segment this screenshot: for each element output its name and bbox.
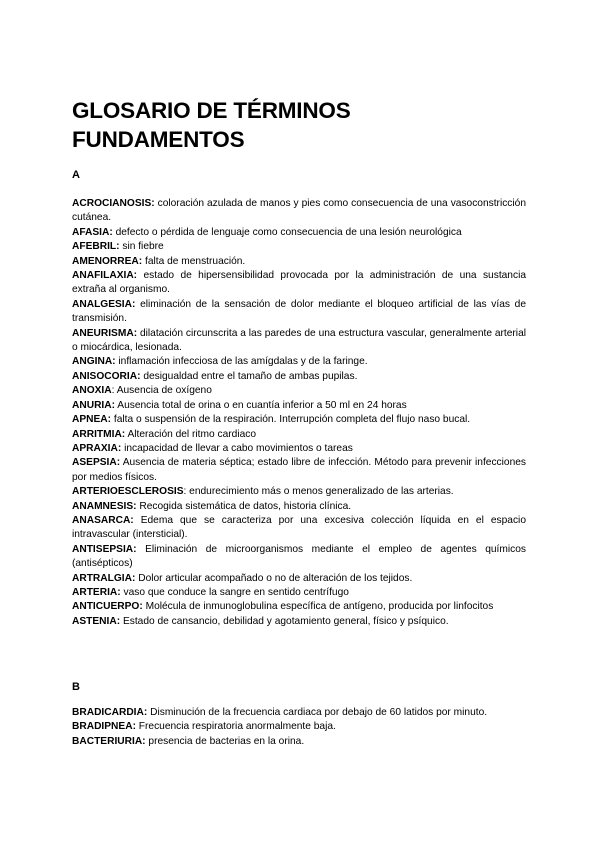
glossary-definition: : endurecimiento más o menos generalizado de las arterias. bbox=[183, 486, 454, 498]
glossary-definition: Estado de cansancio, debilidad y agotamiento general, físico y psíquico. bbox=[120, 615, 449, 627]
glossary-entry bbox=[72, 485, 526, 499]
glossary-definition: Recogida sistemática de datos, historia clínica. bbox=[136, 500, 352, 512]
glossary-term: ANTISEPSIA: bbox=[72, 543, 137, 555]
glossary-definition: : Ausencia de oxígeno bbox=[111, 385, 212, 397]
glossary-term: AMENORREA: bbox=[72, 255, 143, 267]
glossary-term: ANASARCA: bbox=[72, 514, 134, 526]
glossary-term: ANISOCORIA: bbox=[72, 370, 141, 382]
glossary-term: ARTRALGIA: bbox=[72, 572, 136, 584]
glossary-entry bbox=[72, 399, 526, 413]
glossary-term: ANGINA: bbox=[72, 356, 116, 368]
glossary-term: BRADIPNEA: bbox=[72, 721, 136, 733]
section-letter-a: A bbox=[72, 169, 80, 181]
glossary-definition: Ausencia total de orina o en cuantía inferior a 50 ml en 24 horas bbox=[115, 399, 407, 411]
glossary-entry bbox=[72, 586, 526, 600]
glossary-definition: falta o suspensión de la respiración. Interrupción completa del flujo naso bucal. bbox=[111, 414, 471, 426]
glossary-definition: falta de menstruación. bbox=[142, 255, 246, 267]
glossary-term: ANURIA: bbox=[72, 399, 116, 411]
glossary-entry bbox=[72, 384, 526, 398]
glossary-term: BRADICARDIA: bbox=[72, 707, 148, 718]
glossary-entry bbox=[72, 514, 526, 543]
glossary-definition: incapacidad de llevar a cabo movimientos o tareas bbox=[121, 442, 353, 454]
glossary-entry bbox=[72, 600, 526, 614]
glossary-entry bbox=[72, 500, 526, 514]
section-a-entries bbox=[72, 197, 526, 629]
glossary-definition: Molécula de inmunoglobulina específica de antígeno, producida por linfocitos bbox=[142, 601, 494, 613]
glossary-definition: Dolor articular acompañado o no de alteración de los tejidos. bbox=[135, 572, 413, 584]
glossary-definition: inflamación infecciosa de las amígdalas y de la faringe. bbox=[115, 356, 368, 368]
glossary-term: APNEA: bbox=[72, 414, 112, 426]
glossary-entry bbox=[72, 269, 526, 298]
glossary-entry bbox=[72, 720, 526, 734]
glossary-entry bbox=[72, 572, 526, 586]
glossary-term: ARTERIOESCLEROSIS bbox=[72, 486, 184, 498]
glossary-definition: Disminución de la frecuencia cardiaca por debajo de 60 latidos por minuto. bbox=[147, 707, 488, 718]
glossary-definition: Alteración del ritmo cardiaco bbox=[125, 428, 257, 440]
glossary-definition: Edema que se caracteriza por una excesiva colección líquida en el espacio intravascular (intersticial). bbox=[72, 514, 526, 541]
glossary-term: ANTICUERPO: bbox=[72, 601, 143, 613]
glossary-term: ANAMNESIS: bbox=[72, 500, 137, 512]
glossary-term: BACTERIURIA: bbox=[72, 735, 146, 747]
glossary-term: AFASIA: bbox=[72, 226, 113, 238]
section-b-entries bbox=[72, 706, 526, 749]
glossary-term: ASEPSIA: bbox=[72, 457, 121, 469]
glossary-definition: Ausencia de materia séptica; estado libre de infección. Método para prevenir infecciones por medios físicos. bbox=[72, 457, 526, 483]
glossary-definition: estado de hipersensibilidad provocada por la administración de una sustancia extraña al organismo. bbox=[72, 270, 526, 296]
glossary-definition: Frecuencia respiratoria anormalmente baja. bbox=[135, 721, 336, 733]
title-line-1: GLOSARIO DE TÉRMINOS bbox=[72, 98, 351, 123]
glossary-entry bbox=[72, 706, 526, 720]
glossary-term: ANAFILAXIA: bbox=[72, 270, 138, 282]
title-line-2: FUNDAMENTOS bbox=[72, 127, 245, 152]
glossary-definition: presencia de bacterias en la orina. bbox=[145, 735, 305, 747]
glossary-entry bbox=[72, 428, 526, 442]
glossary-entry bbox=[72, 442, 526, 456]
glossary-definition: coloración azulada de manos y pies como consecuencia de una vasoconstricción cutánea. bbox=[72, 198, 526, 224]
glossary-term: ANOXIA bbox=[72, 385, 112, 397]
glossary-entry bbox=[72, 370, 526, 384]
glossary-definition: desigualdad entre el tamaño de ambas pupilas. bbox=[140, 370, 358, 382]
glossary-term: ANEURISMA: bbox=[72, 327, 138, 339]
glossary-entry bbox=[72, 413, 526, 427]
glossary-entry bbox=[72, 255, 526, 269]
glossary-term: APRAXIA: bbox=[72, 442, 122, 454]
glossary-term: ARRITMIA: bbox=[72, 428, 126, 440]
glossary-entry bbox=[72, 355, 526, 369]
glossary-entry bbox=[72, 615, 526, 629]
page-title bbox=[72, 96, 532, 154]
glossary-definition: sin fiebre bbox=[119, 241, 164, 253]
glossary-entry bbox=[72, 735, 526, 749]
glossary-term: ARTERIA: bbox=[72, 586, 121, 598]
glossary-term: ACROCIANOSIS: bbox=[72, 198, 155, 209]
glossary-definition: defecto o pérdida de lenguaje como consecuencia de una lesión neurológica bbox=[112, 226, 462, 238]
section-letter-b: B bbox=[72, 681, 80, 693]
glossary-entry bbox=[72, 456, 526, 485]
glossary-term: AFEBRIL: bbox=[72, 241, 120, 253]
glossary-definition: eliminación de la sensación de dolor mediante el bloqueo artificial de las vías de transmisión. bbox=[72, 298, 526, 325]
glossary-term: ANALGESIA: bbox=[72, 298, 136, 310]
glossary-entry bbox=[72, 543, 526, 572]
glossary-entry bbox=[72, 226, 526, 240]
glossary-definition: Eliminación de microorganismos mediante el empleo de agentes químicos (antisépticos) bbox=[72, 543, 526, 570]
glossary-definition: dilatación circunscrita a las paredes de una estructura vascular, generalmente arterial o miocárdica, lesionada. bbox=[72, 327, 526, 354]
glossary-definition: vaso que conduce la sangre en sentido centrífugo bbox=[120, 586, 349, 598]
glossary-entry bbox=[72, 298, 526, 327]
glossary-term: ASTENIA: bbox=[72, 615, 121, 627]
glossary-entry bbox=[72, 240, 526, 254]
glossary-entry bbox=[72, 327, 526, 356]
glossary-entry bbox=[72, 197, 526, 226]
